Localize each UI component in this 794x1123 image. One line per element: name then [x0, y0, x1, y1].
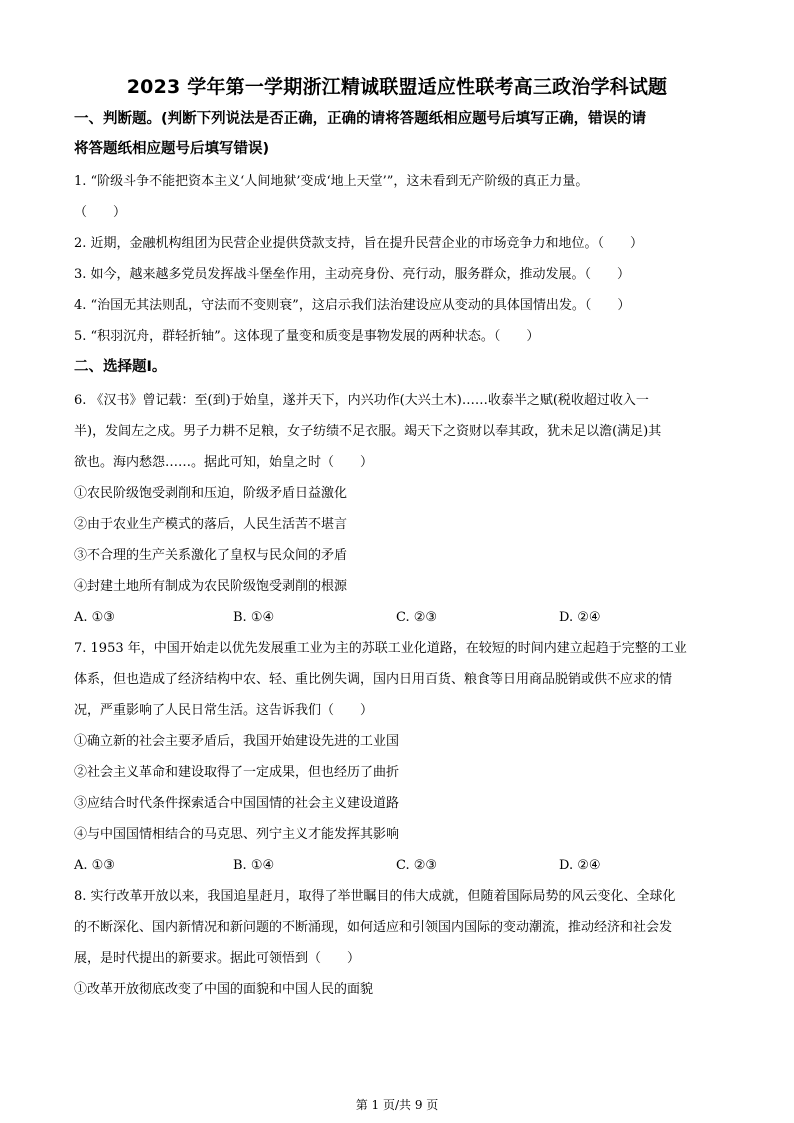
- question-7-choice-a: A. ①③: [74, 858, 115, 873]
- question-7-choice-c: C. ②③: [396, 858, 438, 873]
- question-7-choice-d: D. ②④: [559, 858, 601, 873]
- question-7-line1: 7. 1953 年，中国开始走以优先发展重工业为主的苏联工业化道路，在较短的时间内建立起趋于完整的工业: [74, 641, 687, 656]
- question-6-choice-d: D. ②④: [559, 610, 601, 625]
- question-7-option-4: ④与中国国情相结合的马克思、列宁主义才能发挥其影响: [74, 827, 400, 842]
- question-6-line1: 6. 《汉书》曾记载：至(到)于始皇，遂并天下，内兴功作(大兴土木)……收泰半之赋(税收超过收入一: [74, 393, 649, 408]
- question-7-option-3: ③应结合时代条件探索适合中国国情的社会主义建设道路: [74, 796, 400, 811]
- question-7-line3: 况，严重影响了人民日常生活。这告诉我们（ ）: [74, 703, 374, 718]
- section1-heading-line1: 一、判断题。(判断下列说法是否正确，正确的请将答题纸相应题号后填写正确，错误的请: [74, 111, 647, 127]
- question-7-choice-b: B. ①④: [233, 858, 275, 873]
- question-7-option-2: ②社会主义革命和建设取得了一定成果，但也经历了曲折: [74, 765, 400, 780]
- question-6-option-1: ①农民阶级饱受剥削和压迫，阶级矛盾日益激化: [74, 486, 348, 501]
- question-3: 3. 如今，越来越多党员发挥战斗堡垒作用，主动亮身份、亮行动，服务群众，推动发展。（ ）: [74, 267, 631, 282]
- page-title: 2023 学年第一学期浙江精诚联盟适应性联考高三政治学科试题: [126, 76, 668, 98]
- question-8-line2: 的不断深化、国内新情况和新问题的不断涌现，如何适应和引领国内国际的变动潮流，推动经济和社会发: [74, 920, 673, 935]
- question-2: 2. 近期，金融机构组团为民营企业提供贷款支持，旨在提升民营企业的市场竞争力和地位。（ ）: [74, 236, 644, 251]
- question-8-line3: 展，是时代提出的新要求。据此可领悟到（ ）: [74, 951, 361, 966]
- question-6-line3: 欲也。海内愁怨……。据此可知，始皇之时（ ）: [74, 455, 374, 470]
- question-1-line2: （ ）: [74, 205, 127, 220]
- page-footer: 第 1 页/共 9 页: [355, 1098, 439, 1112]
- section1-heading-line2: 将答题纸相应题号后填写错误): [74, 141, 270, 157]
- question-6-option-4: ④封建土地所有制成为农民阶级饱受剥削的根源: [74, 579, 348, 594]
- question-1-line1: 1. “阶级斗争不能把资本主义‘人间地狱’变成‘地上天堂’”，这未看到无产阶级的真正力量。: [74, 174, 589, 189]
- question-6-choice-a: A. ①③: [74, 610, 115, 625]
- section2-heading: 二、选择题Ⅰ。: [74, 359, 167, 375]
- question-6-line2: 半)，发闾左之戍。男子力耕不足粮，女子纺绩不足衣服。竭天下之资财以奉其政，犹未足以澹(满足)其: [74, 424, 662, 439]
- question-6-option-3: ③不合理的生产关系激化了皇权与民众间的矛盾: [74, 548, 348, 563]
- question-8-option-1: ①改革开放彻底改变了中国的面貌和中国人民的面貌: [74, 982, 374, 997]
- question-8-line1: 8. 实行改革开放以来，我国追星赶月，取得了举世瞩目的伟大成就，但随着国际局势的风云变化、全球化: [74, 889, 676, 904]
- section1-heading: [74, 104, 724, 164]
- question-4: 4. “治国无其法则乱，守法而不变则衰”，这启示我们法治建设应从变动的具体国情出发。（ ）: [74, 298, 631, 313]
- question-5: 5. “积羽沉舟，群轻折轴”。这体现了量变和质变是事物发展的两种状态。（ ）: [74, 329, 540, 344]
- question-6-option-2: ②由于农业生产模式的落后，人民生活苦不堪言: [74, 517, 348, 532]
- question-6-choice-c: C. ②③: [396, 610, 438, 625]
- question-7-option-1: ①确立新的社会主要矛盾后，我国开始建设先进的工业国: [74, 734, 400, 749]
- question-6-choice-b: B. ①④: [233, 610, 275, 625]
- question-7-line2: 体系，但也造成了经济结构中农、轻、重比例失调，国内日用百货、粮食等日用商品脱销或供不应求的情: [74, 672, 673, 687]
